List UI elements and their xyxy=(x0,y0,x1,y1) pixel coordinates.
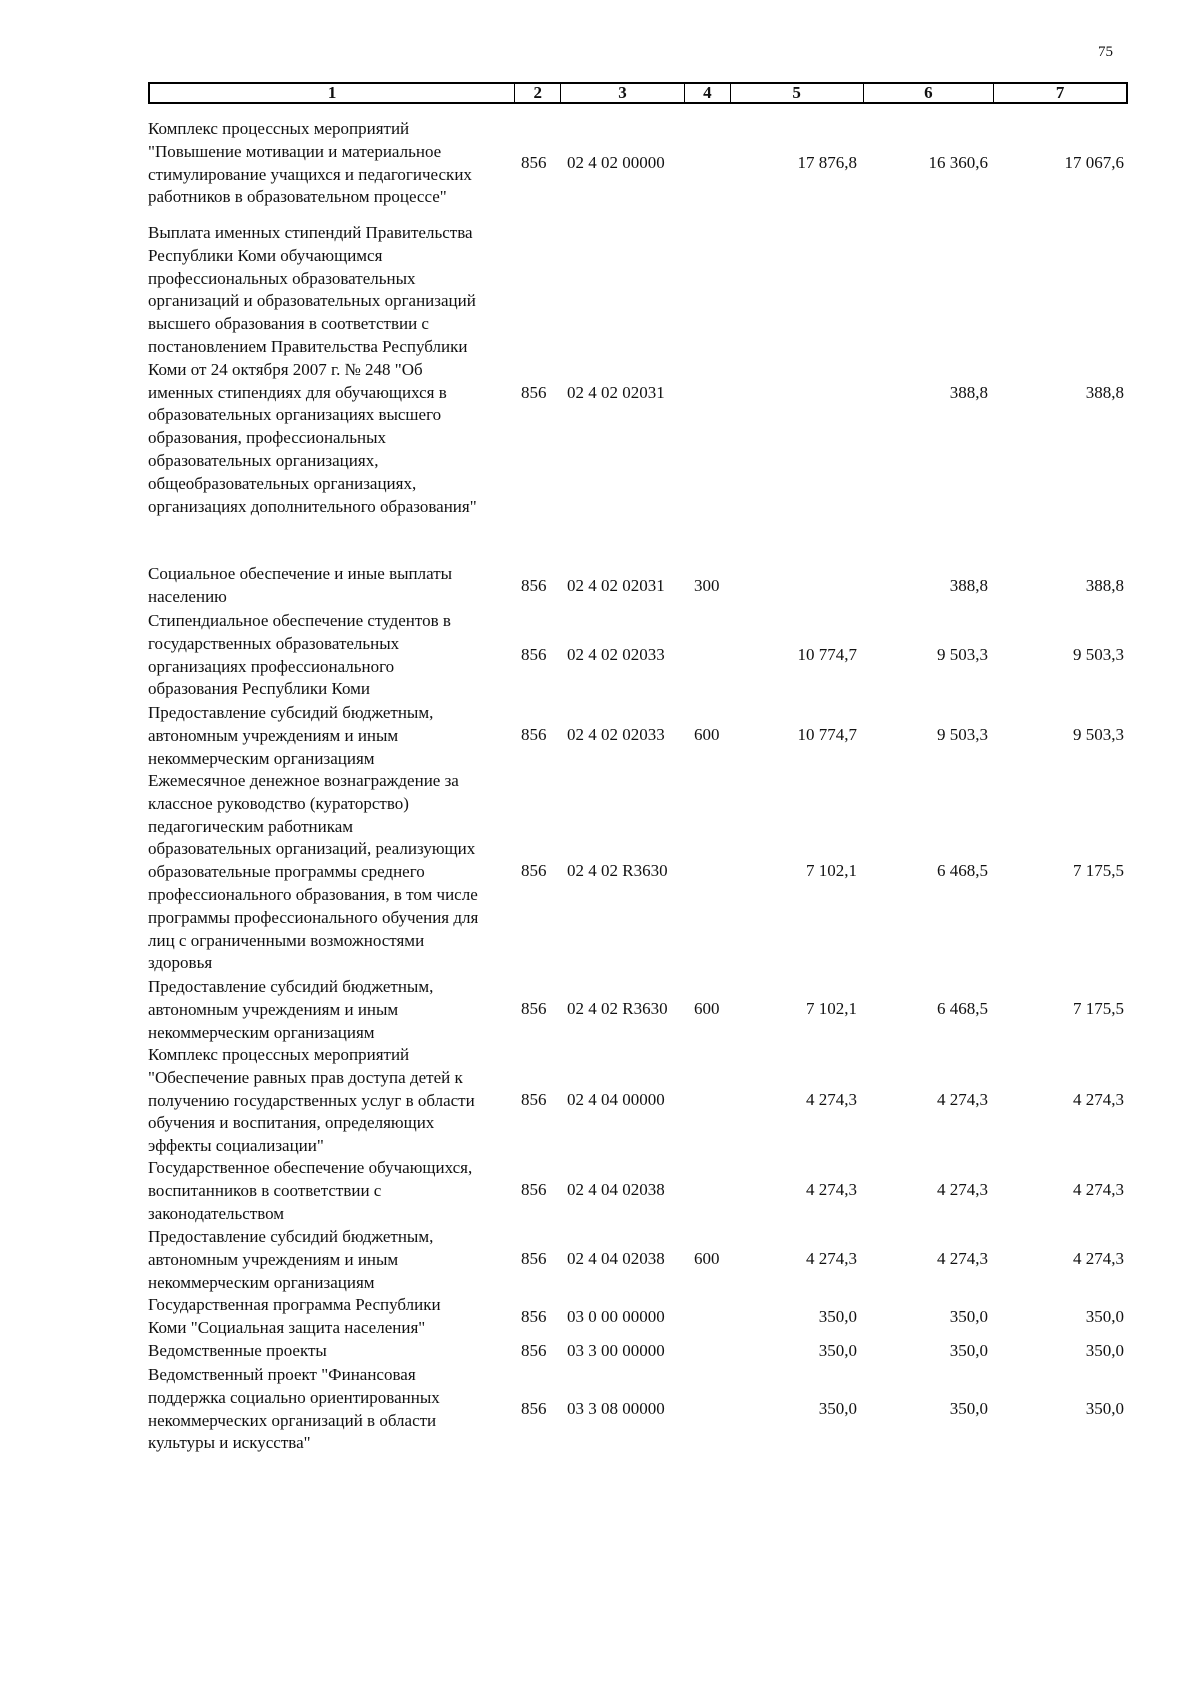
row-description: Ведомственные проекты xyxy=(148,1341,327,1360)
row-ministry-code: 856 xyxy=(521,1399,547,1418)
row-expense-type: 600 xyxy=(694,999,720,1018)
row-description: Государственное обеспечение обучающихся, воспитанников в соответствии с законодательством xyxy=(148,1158,473,1223)
row-target-code: 02 4 04 00000 xyxy=(567,1090,665,1109)
row-amount-col5: 7 102,1 xyxy=(806,861,857,880)
row-ministry-code: 856 xyxy=(521,645,547,664)
row-target-code: 02 4 02 R3630 xyxy=(567,999,668,1018)
row-description: Комплекс процессных мероприятий "Обеспечение равных прав доступа детей к получению государственных услуг в области обучения и воспитания, определяющих эффекты социализации" xyxy=(148,1045,475,1156)
row-ministry-code: 856 xyxy=(521,383,547,402)
row-description: Государственная программа Республики Коми "Социальная защита населения" xyxy=(148,1295,441,1337)
row-amount-col6: 16 360,6 xyxy=(928,153,988,172)
header-col-7: 7 xyxy=(1055,83,1065,102)
row-amount-col7: 17 067,6 xyxy=(1064,153,1124,172)
row-amount-col7: 388,8 xyxy=(1085,383,1124,402)
row-amount-col7: 7 175,5 xyxy=(1073,861,1124,880)
row-amount-col7: 4 274,3 xyxy=(1073,1090,1124,1109)
row-target-code: 02 4 02 00000 xyxy=(567,153,665,172)
row-amount-col5: 350,0 xyxy=(818,1341,857,1360)
row-target-code: 02 4 02 02031 xyxy=(567,383,665,402)
row-target-code: 02 4 02 02031 xyxy=(567,576,665,595)
row-amount-col6: 350,0 xyxy=(949,1399,988,1418)
row-amount-col5: 4 274,3 xyxy=(806,1249,857,1268)
row-expense-type: 600 xyxy=(694,1249,720,1268)
row-ministry-code: 856 xyxy=(521,1249,547,1268)
row-amount-col7: 4 274,3 xyxy=(1073,1180,1124,1199)
row-target-code: 02 4 02 02033 xyxy=(567,725,665,744)
row-expense-type: 300 xyxy=(694,576,720,595)
row-expense-type: 600 xyxy=(694,725,720,744)
row-amount-col6: 4 274,3 xyxy=(937,1249,988,1268)
row-amount-col6: 388,8 xyxy=(949,576,988,595)
row-amount-col7: 9 503,3 xyxy=(1073,725,1124,744)
row-amount-col5: 350,0 xyxy=(818,1399,857,1418)
row-ministry-code: 856 xyxy=(521,153,547,172)
row-amount-col6: 4 274,3 xyxy=(937,1090,988,1109)
row-description: Выплата именных стипендий Правительства Республики Коми обучающимся профессиональных образовательных организаций и образовательных организаций высшего образования в соответствии с постановлением Правительства Республики Коми от 24 октября 2007 г. № 248 "Об именных стипендиях для обучающихся в образовательных организациях высшего образования, профессиональных образовательных организациях, общеобразовательных организациях, организациях дополнительного образования" xyxy=(148,223,477,516)
row-target-code: 03 3 08 00000 xyxy=(567,1399,665,1418)
row-amount-col7: 350,0 xyxy=(1085,1307,1124,1326)
row-target-code: 03 3 00 00000 xyxy=(567,1341,665,1360)
row-description: Комплекс процессных мероприятий "Повышение мотивации и материальное стимулирование учащихся и педагогических работников в образовательном процессе" xyxy=(148,119,472,207)
header-col-1: 1 xyxy=(150,84,515,102)
row-amount-col6: 388,8 xyxy=(949,383,988,402)
row-target-code: 02 4 02 02033 xyxy=(567,645,665,664)
row-description: Социальное обеспечение и иные выплаты населению xyxy=(148,564,453,606)
row-amount-col5: 10 774,7 xyxy=(797,645,857,664)
row-target-code: 03 0 00 00000 xyxy=(567,1307,665,1326)
header-col-3: 3 xyxy=(561,84,685,102)
row-description: Ведомственный проект "Финансовая поддержка социально ориентированных некоммерческих организаций в области культуры и искусства" xyxy=(148,1365,440,1453)
header-col-4: 4 xyxy=(685,84,731,102)
row-ministry-code: 856 xyxy=(521,1090,547,1109)
row-amount-col6: 6 468,5 xyxy=(937,999,988,1018)
row-amount-col6: 4 274,3 xyxy=(937,1180,988,1199)
row-amount-col5: 350,0 xyxy=(818,1307,857,1326)
row-amount-col5: 4 274,3 xyxy=(806,1090,857,1109)
row-amount-col7: 350,0 xyxy=(1085,1341,1124,1360)
row-description: Предоставление субсидий бюджетным, автономным учреждениям и иным некоммерческим организациям xyxy=(148,1227,434,1292)
row-description: Стипендиальное обеспечение студентов в государственных образовательных организациях профессионального образования Республики Коми xyxy=(148,611,451,699)
row-amount-col6: 6 468,5 xyxy=(937,861,988,880)
row-ministry-code: 856 xyxy=(521,1341,547,1360)
row-amount-col7: 9 503,3 xyxy=(1073,645,1124,664)
row-amount-col6: 350,0 xyxy=(949,1341,988,1360)
row-amount-col7: 388,8 xyxy=(1085,576,1124,595)
row-amount-col5: 4 274,3 xyxy=(806,1180,857,1199)
header-col-6: 6 xyxy=(864,84,995,102)
row-amount-col5: 17 876,8 xyxy=(797,153,857,172)
row-target-code: 02 4 02 R3630 xyxy=(567,861,668,880)
row-amount-col7: 350,0 xyxy=(1085,1399,1124,1418)
header-col-2: 2 xyxy=(515,84,561,102)
row-target-code: 02 4 04 02038 xyxy=(567,1249,665,1268)
row-description: Ежемесячное денежное вознаграждение за классное руководство (кураторство) педагогическим работникам образовательных организаций, реализующих образовательные программы среднего профессионального образования, в том числе программы профессионального обучения для лиц с ограниченными возможностями здоровья xyxy=(148,771,479,973)
row-ministry-code: 856 xyxy=(521,576,547,595)
row-amount-col6: 350,0 xyxy=(949,1307,988,1326)
row-amount-col5: 7 102,1 xyxy=(806,999,857,1018)
row-target-code: 02 4 04 02038 xyxy=(567,1180,665,1199)
header-col-5: 5 xyxy=(731,84,864,102)
row-ministry-code: 856 xyxy=(521,861,547,880)
row-amount-col7: 4 274,3 xyxy=(1073,1249,1124,1268)
row-amount-col6: 9 503,3 xyxy=(937,645,988,664)
row-amount-col5: 10 774,7 xyxy=(797,725,857,744)
row-ministry-code: 856 xyxy=(521,725,547,744)
page-number: 75 xyxy=(1098,44,1113,60)
row-description: Предоставление субсидий бюджетным, автономным учреждениям и иным некоммерческим организациям xyxy=(148,703,434,768)
row-ministry-code: 856 xyxy=(521,1180,547,1199)
row-description: Предоставление субсидий бюджетным, автономным учреждениям и иным некоммерческим организациям xyxy=(148,977,434,1042)
row-amount-col7: 7 175,5 xyxy=(1073,999,1124,1018)
row-ministry-code: 856 xyxy=(521,999,547,1018)
row-ministry-code: 856 xyxy=(521,1307,547,1326)
row-amount-col6: 9 503,3 xyxy=(937,725,988,744)
